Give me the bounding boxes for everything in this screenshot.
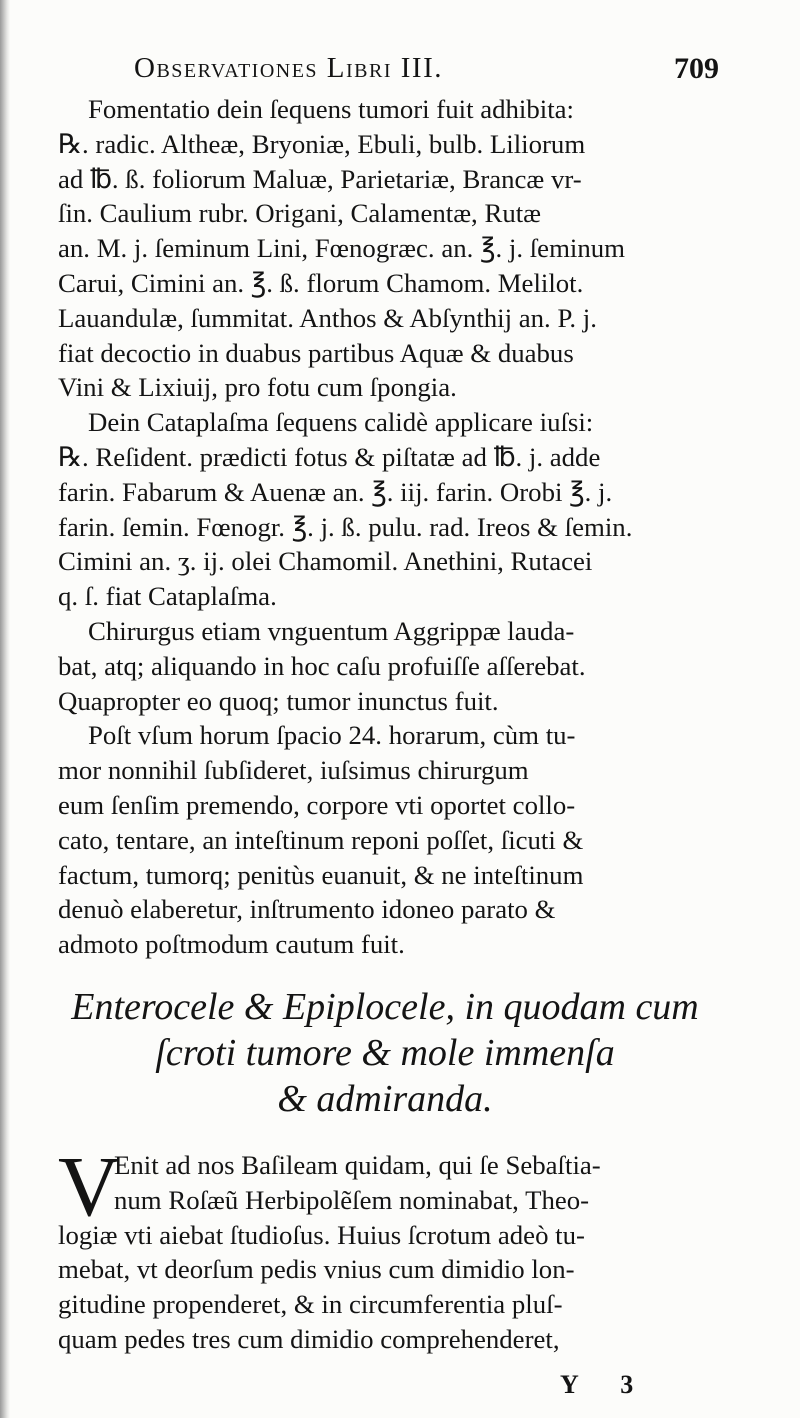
text-line: admoto poſtmodum cautum fuit. [58, 929, 405, 960]
text-line: logiæ vti aiebat ſtudioſus. Huius ſcrotum adeò tu- [58, 1219, 585, 1250]
text-line: Poſt vſum horum ſpacio 24. horarum, cùm tu- [88, 720, 576, 751]
text-line: num Roſæũ Herbipolẽſem nominabat, Theo- [114, 1184, 590, 1215]
text-line: Enit ad nos Baſileam quidam, qui ſe Sebaſtia- [114, 1150, 601, 1180]
text-line: mebat, vt deorſum pedis vnius cum dimidio lon- [58, 1254, 575, 1285]
drop-cap: V [58, 1138, 121, 1234]
text-line: Cimini an. ʒ. ij. olei Chamomil. Anethini, Rutacei [58, 546, 593, 577]
text-line: ad ℔. ß. foliorum Maluæ, Parietariæ, Brancæ vr- [58, 163, 582, 194]
text-line: factum, tumorq; penitùs euanuit, & ne inteſtinum [58, 859, 584, 890]
text-line: cato, tentare, an inteſtinum reponi poſſet, ſicuti & [58, 824, 584, 855]
paragraph-chirurgus [58, 614, 712, 718]
body-text [58, 92, 712, 962]
text-line: q. ſ. fiat Cataplaſma. [58, 581, 277, 612]
text-line: Chirurgus etiam vnguentum Aggrippæ lauda- [88, 615, 575, 646]
text-line: Dein Cataplaſma ſequens calidè applicare iuſsi: [88, 407, 594, 438]
text-line: Carui, Cimini an. ℥. ß. florum Chamom. Melilot. [58, 267, 584, 298]
text-line: ℞. radic. Altheæ, Bryoniæ, Ebuli, bulb. Liliorum [58, 128, 586, 159]
paragraph-post-usum [58, 718, 712, 962]
text-line: Lauandulæ, ſummitat. Anthos & Abſynthij an. P. j. [58, 302, 597, 333]
page-number: 709 [674, 52, 719, 85]
text-line: eum ſenſim premendo, corpore vti oportet collo- [58, 789, 576, 820]
paragraph-fomentatio [58, 92, 712, 405]
text-line: gitudine propenderet, & in circumferentia pluſ- [58, 1289, 563, 1320]
text-line: ℞. Reſident. prædicti fotus & piſtatæ ad ℔. j. adde [58, 441, 601, 472]
text-line: denuò elaberetur, inſtrumento idoneo parato & [58, 894, 556, 925]
heading-line: ſcroti tumore & mole immenſa [155, 1032, 615, 1074]
text-line: Quapropter eo quoq; tumor inunctus fuit. [58, 685, 499, 716]
text-line: Fomentatio dein ſequens tumori fuit adhibita: [88, 94, 574, 124]
text-line: bat, atq; aliquando in hoc caſu profuiſſe aſſerebat. [58, 650, 586, 681]
text-line: Vini & Lixiuij, pro fotu cum ſpongia. [58, 372, 457, 403]
text-line: farin. Fabarum & Auenæ an. ℥. iij. farin. Orobi ℥. j. [58, 476, 613, 507]
paragraph-cataplasma [58, 405, 712, 614]
running-head: Observationes Libri III. [134, 52, 443, 84]
text-line: an. M. j. ſeminum Lini, Fœnogræc. an. ℥. j. ſeminum [58, 233, 626, 264]
text-line: fiat decoctio in duabus partibus Aquæ & duabus [58, 337, 574, 368]
heading-line: Enterocele & Epiplocele, in quodam cum [71, 986, 699, 1028]
page-binding-shadow [0, 0, 10, 1418]
text-line: farin. ſemin. Fœnogr. ℥. j. ß. pulu. rad. Ireos & ſemin. [58, 511, 633, 542]
text-line: mor nonnihil ſubſideret, iuſsimus chirurgum [58, 755, 529, 786]
paragraph-venit [58, 1138, 712, 1357]
text-line: quam pedes tres cum dimidio comprehenderet, [58, 1323, 560, 1354]
signature-mark: Y 3 [560, 1370, 652, 1399]
section-heading [58, 984, 712, 1122]
heading-line: & admiranda. [277, 1078, 493, 1120]
text-line: ſin. Caulium rubr. Origani, Calamentæ, Rutæ [58, 198, 542, 229]
page-header [134, 46, 719, 90]
